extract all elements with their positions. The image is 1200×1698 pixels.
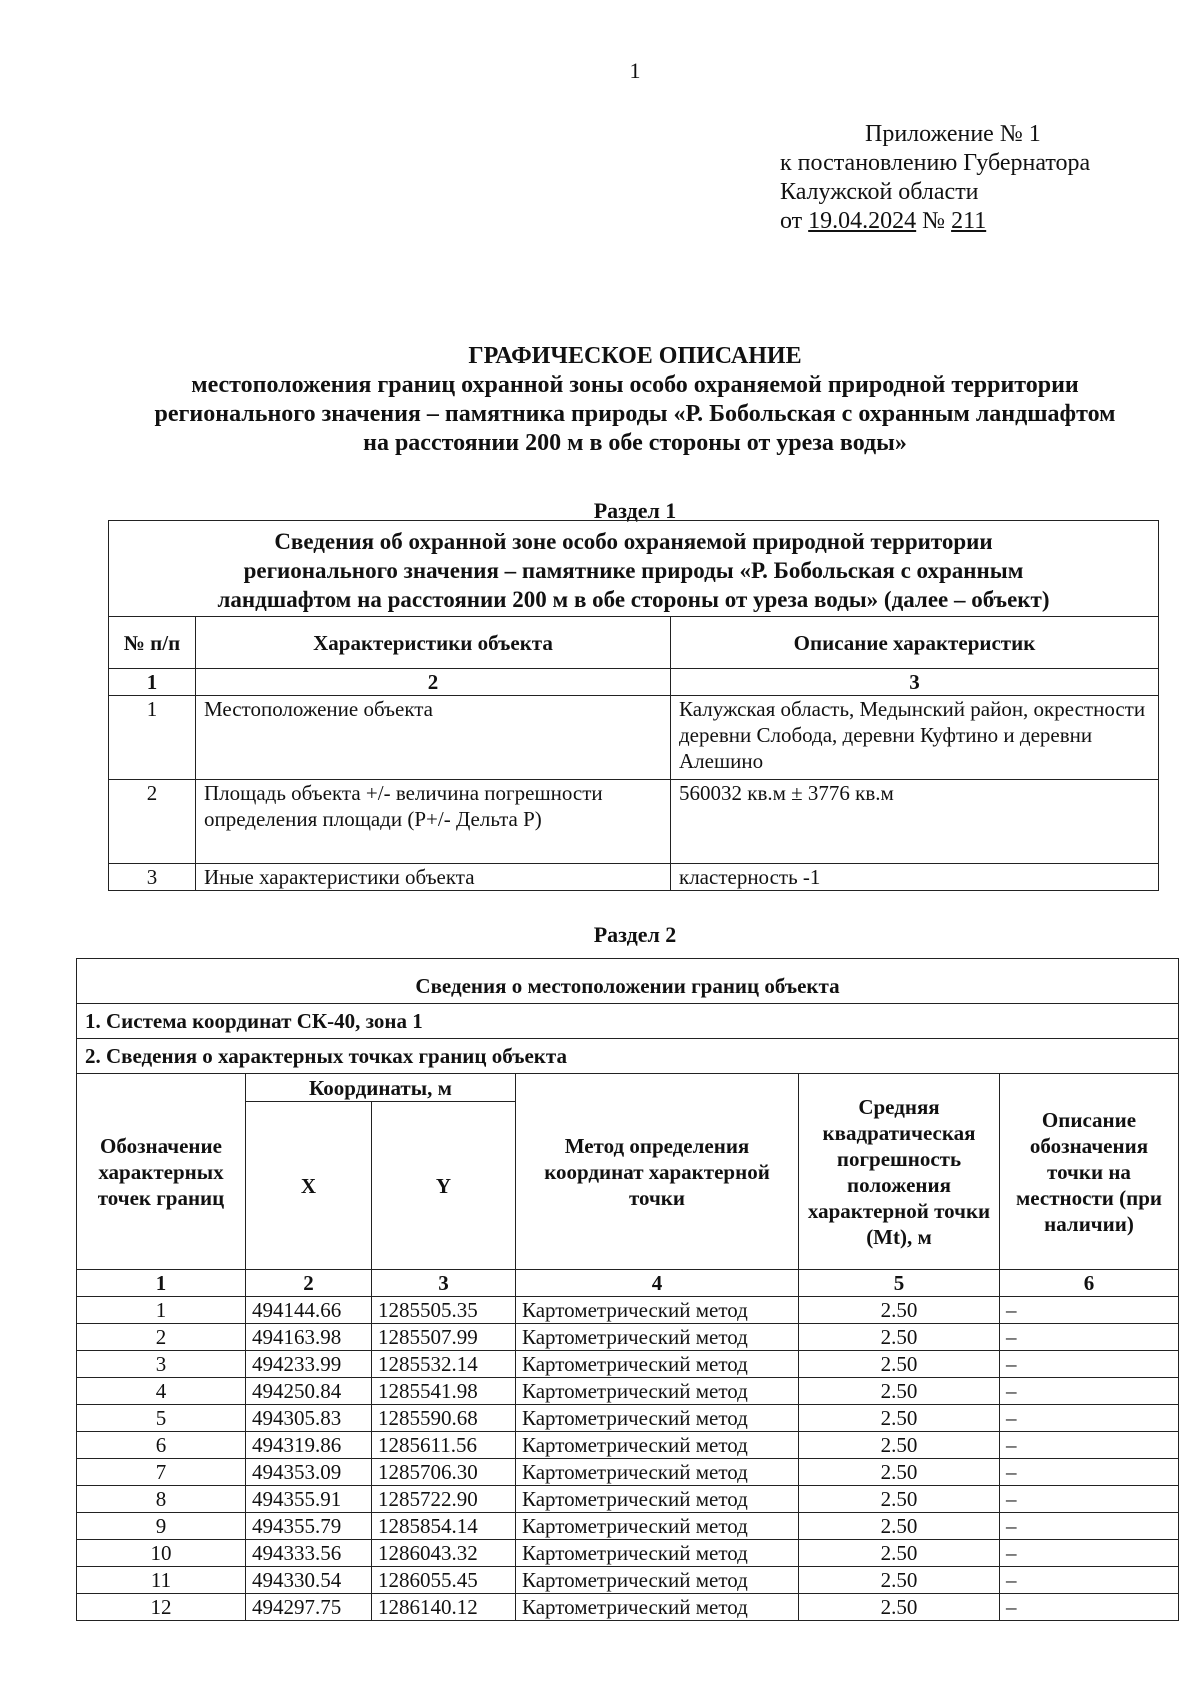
col-header-number: № п/п: [109, 617, 196, 669]
coord-x: 494163.98: [246, 1324, 372, 1351]
row-number: 2: [109, 780, 196, 864]
table-row: [77, 1486, 1179, 1513]
col-number: 3: [372, 1270, 516, 1297]
table-row: [77, 1540, 1179, 1567]
point-id: 7: [77, 1459, 246, 1486]
row-description: Калужская область, Медынский район, окрестности деревни Слобода, деревни Куфтино и деревни Алешино: [671, 696, 1159, 780]
col-number: 5: [799, 1270, 1000, 1297]
col-header-error: Средняя квадратическая погрешность положения характерной точки (Mt), м: [799, 1074, 1000, 1270]
point-id: 3: [77, 1351, 246, 1378]
coord-y: 1285505.35: [372, 1297, 516, 1324]
title-line-3: на расстоянии 200 м в обе стороны от уреза воды»: [363, 430, 907, 456]
coord-y: 1285532.14: [372, 1351, 516, 1378]
coord-x: 494355.91: [246, 1486, 372, 1513]
point-id: 2: [77, 1324, 246, 1351]
method: Картометрический метод: [516, 1459, 799, 1486]
number-prefix: №: [916, 208, 952, 234]
mean-error: 2.50: [799, 1324, 1000, 1351]
coord-y: 1286055.45: [372, 1567, 516, 1594]
col-header-point-description: Описание обозначения точки на местности (при наличии): [1000, 1074, 1179, 1270]
points-body: [77, 1297, 1179, 1621]
object-info-table: [108, 520, 1159, 891]
point-description: –: [1000, 1594, 1179, 1621]
point-id: 10: [77, 1540, 246, 1567]
coord-y: 1285611.56: [372, 1432, 516, 1459]
coord-x: 494144.66: [246, 1297, 372, 1324]
coord-x: 494353.09: [246, 1459, 372, 1486]
page-number: 1: [629, 58, 641, 83]
col-number: 6: [1000, 1270, 1179, 1297]
coord-x: 494305.83: [246, 1405, 372, 1432]
row-characteristic: Иные характеристики объекта: [196, 864, 671, 891]
point-description: –: [1000, 1567, 1179, 1594]
appendix-block: [780, 120, 1090, 236]
title-line-1: местоположения границ охранной зоны особо охраняемой природной территории: [191, 372, 1079, 398]
method: Картометрический метод: [516, 1378, 799, 1405]
mean-error: 2.50: [799, 1297, 1000, 1324]
decree-number: 211: [951, 208, 987, 234]
point-description: –: [1000, 1459, 1179, 1486]
document-title: [60, 342, 1200, 458]
mean-error: 2.50: [799, 1351, 1000, 1378]
coord-y: 1285541.98: [372, 1378, 516, 1405]
coord-x: 494355.79: [246, 1513, 372, 1540]
method: Картометрический метод: [516, 1513, 799, 1540]
coord-x: 494297.75: [246, 1594, 372, 1621]
table-row: [77, 1378, 1179, 1405]
coord-y: 1285854.14: [372, 1513, 516, 1540]
point-description: –: [1000, 1405, 1179, 1432]
col-header-coordinates: Координаты, м: [246, 1074, 516, 1102]
coord-y: 1285722.90: [372, 1486, 516, 1513]
point-id: 5: [77, 1405, 246, 1432]
point-id: 4: [77, 1378, 246, 1405]
point-description: –: [1000, 1486, 1179, 1513]
method: Картометрический метод: [516, 1540, 799, 1567]
decree-date: 19.04.2024: [808, 208, 917, 234]
point-description: –: [1000, 1540, 1179, 1567]
coord-x: 494250.84: [246, 1378, 372, 1405]
table-row: [77, 1297, 1179, 1324]
coordinate-system: 1. Система координат СК-40, зона 1: [77, 1004, 1179, 1039]
coord-x: 494319.86: [246, 1432, 372, 1459]
coord-y: 1286140.12: [372, 1594, 516, 1621]
point-description: –: [1000, 1324, 1179, 1351]
coord-y: 1285507.99: [372, 1324, 516, 1351]
mean-error: 2.50: [799, 1486, 1000, 1513]
point-id: 6: [77, 1432, 246, 1459]
table-row: [109, 780, 1159, 864]
row-characteristic: Площадь объекта +/- величина погрешности определения площади (Р+/- Дельта Р): [196, 780, 671, 864]
mean-error: 2.50: [799, 1378, 1000, 1405]
mean-error: 2.50: [799, 1459, 1000, 1486]
table-row: [77, 1405, 1179, 1432]
appendix-line-2: к постановлению Губернатора: [780, 150, 1091, 176]
row-description: кластерность -1: [671, 864, 1159, 891]
mean-error: 2.50: [799, 1567, 1000, 1594]
mean-error: 2.50: [799, 1540, 1000, 1567]
table-row: [77, 1324, 1179, 1351]
coord-y: 1285590.68: [372, 1405, 516, 1432]
col-number: 2: [246, 1270, 372, 1297]
table-row: [109, 864, 1159, 891]
table-row: [77, 1432, 1179, 1459]
points-heading: 2. Сведения о характерных точках границ объекта: [77, 1039, 1179, 1074]
table-row: [77, 1567, 1179, 1594]
method: Картометрический метод: [516, 1405, 799, 1432]
method: Картометрический метод: [516, 1567, 799, 1594]
row-characteristic: Местоположение объекта: [196, 696, 671, 780]
table-row: [77, 1513, 1179, 1540]
point-id: 12: [77, 1594, 246, 1621]
point-id: 8: [77, 1486, 246, 1513]
coord-x: 494333.56: [246, 1540, 372, 1567]
date-prefix: от: [780, 208, 809, 234]
section-1-heading: [109, 521, 1159, 617]
appendix-line-1: Приложение № 1: [865, 121, 1041, 147]
point-description: –: [1000, 1378, 1179, 1405]
point-description: –: [1000, 1432, 1179, 1459]
table-row: [109, 696, 1159, 780]
col-header-designation: Обозначение характерных точек границ: [77, 1074, 246, 1270]
col-header-characteristics: Характеристики объекта: [196, 617, 671, 669]
coord-x: 494330.54: [246, 1567, 372, 1594]
method: Картометрический метод: [516, 1432, 799, 1459]
row-description: 560032 кв.м ± 3776 кв.м: [671, 780, 1159, 864]
title-main: ГРАФИЧЕСКОЕ ОПИСАНИЕ: [468, 343, 802, 369]
col-number: 1: [109, 669, 196, 696]
row-number: 1: [109, 696, 196, 780]
boundary-points-table: [76, 958, 1179, 1621]
appendix-line-3: Калужской области: [780, 179, 979, 205]
point-description: –: [1000, 1351, 1179, 1378]
section-2-label: Раздел 2: [593, 922, 677, 947]
table-row: [77, 1594, 1179, 1621]
mean-error: 2.50: [799, 1513, 1000, 1540]
col-number: 3: [671, 669, 1159, 696]
point-id: 11: [77, 1567, 246, 1594]
section-1-heading-line-2: регионального значения – памятнике природы «Р. Бобольская с охранным: [243, 558, 1024, 583]
section-1-heading-line-3: ландшафтом на расстоянии 200 м в обе стороны от уреза воды» (далее – объект): [217, 587, 1050, 612]
mean-error: 2.50: [799, 1594, 1000, 1621]
method: Картометрический метод: [516, 1351, 799, 1378]
coord-x: 494233.99: [246, 1351, 372, 1378]
mean-error: 2.50: [799, 1432, 1000, 1459]
section-1-heading-line-1: Сведения об охранной зоне особо охраняемой природной территории: [274, 529, 993, 554]
col-header-method: Метод определения координат характерной точки: [516, 1074, 799, 1270]
table-row: [77, 1459, 1179, 1486]
table-row: [77, 1351, 1179, 1378]
point-description: –: [1000, 1513, 1179, 1540]
col-header-y: Y: [372, 1102, 516, 1270]
coord-y: 1285706.30: [372, 1459, 516, 1486]
coord-y: 1286043.32: [372, 1540, 516, 1567]
method: Картометрический метод: [516, 1486, 799, 1513]
mean-error: 2.50: [799, 1405, 1000, 1432]
point-id: 9: [77, 1513, 246, 1540]
col-header-x: X: [246, 1102, 372, 1270]
title-line-2: регионального значения – памятника природы «Р. Бобольская с охранным ландшафтом: [154, 401, 1116, 427]
col-number: 1: [77, 1270, 246, 1297]
col-header-description: Описание характеристик: [671, 617, 1159, 669]
col-number: 4: [516, 1270, 799, 1297]
section-1-label: Раздел 1: [593, 498, 677, 523]
row-number: 3: [109, 864, 196, 891]
method: Картометрический метод: [516, 1594, 799, 1621]
point-description: –: [1000, 1297, 1179, 1324]
col-number: 2: [196, 669, 671, 696]
method: Картометрический метод: [516, 1297, 799, 1324]
section-2-heading: Сведения о местоположении границ объекта: [77, 959, 1179, 1004]
appendix-date-line: [780, 207, 1090, 236]
method: Картометрический метод: [516, 1324, 799, 1351]
point-id: 1: [77, 1297, 246, 1324]
